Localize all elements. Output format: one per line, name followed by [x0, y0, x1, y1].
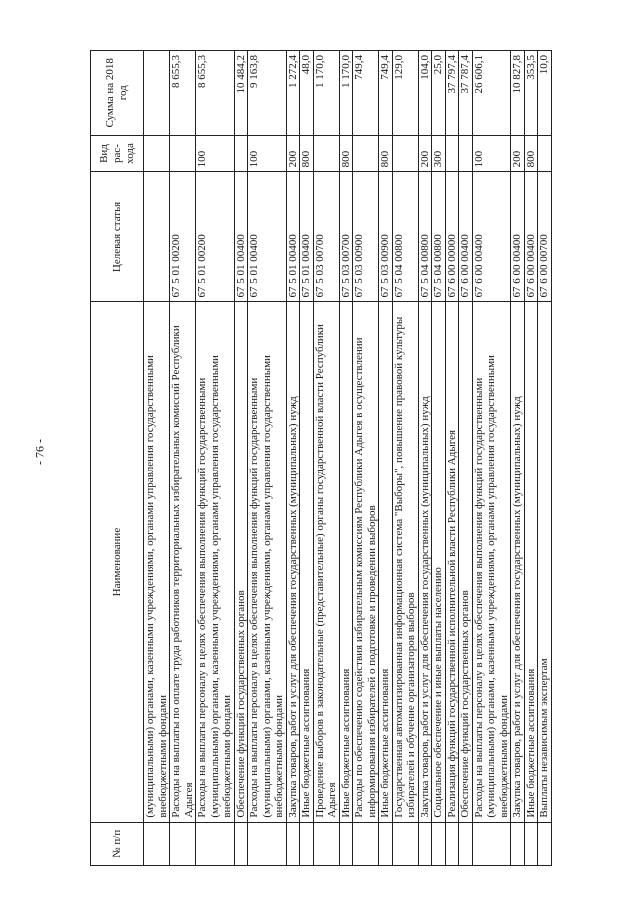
cell-num: [300, 822, 314, 865]
cell-name: Иные бюджетные ассигнования: [300, 302, 314, 822]
cell-sum: 1 170,0: [313, 51, 339, 136]
cell-code: 67 5 01 00400: [300, 172, 314, 302]
cell-code: 67 5 04 00800: [392, 172, 418, 302]
cell-num: [248, 822, 287, 865]
cell-code: 67 5 04 00800: [432, 172, 446, 302]
table-row: [248, 51, 287, 866]
page-number: - 76 -: [32, 439, 47, 465]
cell-sum: 353,5: [524, 51, 538, 136]
cell-num: [432, 822, 446, 865]
cell-type: 100: [472, 135, 511, 172]
cell-code: 67 6 00 00400: [524, 172, 538, 302]
table-row: [313, 51, 339, 866]
cell-name: Проведение выборов в законодательные (представительные) органы государственной власти Республики Адыгея: [313, 302, 339, 822]
cell-type: 800: [300, 135, 314, 172]
cell-type: 200: [418, 135, 432, 172]
table-row: [339, 51, 353, 866]
cell-code: 67 5 03 00700: [313, 172, 339, 302]
cell-code: 67 6 00 00400: [511, 172, 525, 302]
cell-type: [234, 135, 248, 172]
cell-sum: [144, 51, 170, 136]
cell-sum: 9 163,8: [248, 51, 287, 136]
header-code: Целевая статья: [91, 172, 144, 302]
cell-num: [472, 822, 511, 865]
header-name: Наименование: [91, 302, 144, 822]
cell-num: [538, 822, 552, 865]
cell-type: [459, 135, 473, 172]
cell-code: 67 5 03 00900: [379, 172, 393, 302]
cell-code: 67 6 00 00400: [459, 172, 473, 302]
cell-sum: 10,0: [538, 51, 552, 136]
cell-num: [339, 822, 353, 865]
cell-name: Закупка товаров, работ и услуг для обеспечения государственных (муниципальных) нужд: [511, 302, 525, 822]
table-body: [144, 51, 552, 866]
cell-sum: 104,0: [418, 51, 432, 136]
cell-sum: 10 484,2: [234, 51, 248, 136]
budget-table: [90, 50, 552, 866]
cell-code: 67 5 03 00900: [353, 172, 379, 302]
cell-num: [353, 822, 379, 865]
cell-num: [286, 822, 300, 865]
cell-num: [445, 822, 459, 865]
table-row: [392, 51, 418, 866]
table-row: [538, 51, 552, 866]
cell-code: 67 5 01 00400: [286, 172, 300, 302]
cell-name: Расходы по обеспечению содействия избирательным комиссиям Республики Адыгея в осуществлении информирования избирателей о подготовке и проведении выборов: [353, 302, 379, 822]
cell-sum: 25,0: [432, 51, 446, 136]
table-row: [353, 51, 379, 866]
cell-name: Выплаты независимым экспертам: [538, 302, 552, 822]
cell-code: 67 5 01 00400: [234, 172, 248, 302]
cell-num: [392, 822, 418, 865]
cell-num: [144, 822, 170, 865]
cell-num: [379, 822, 393, 865]
cell-type: [353, 135, 379, 172]
cell-sum: 749,4: [353, 51, 379, 136]
cell-num: [196, 822, 235, 865]
cell-type: [392, 135, 418, 172]
cell-name: Расходы на выплаты персоналу в целях обеспечения выполнения функций государственными (муниципальными) органами, казенными учреждениями, органами управления государственными внебюджетными фондами: [248, 302, 287, 822]
cell-sum: 10 827,8: [511, 51, 525, 136]
header-sum: Сумма на 2018 год: [91, 51, 144, 136]
header-num: № п/п: [91, 822, 144, 865]
cell-sum: 129,0: [392, 51, 418, 136]
table-row: [432, 51, 446, 866]
cell-type: [538, 135, 552, 172]
cell-name: Иные бюджетные ассигнования: [379, 302, 393, 822]
cell-sum: 8 655,3: [196, 51, 235, 136]
cell-type: 800: [379, 135, 393, 172]
cell-name: (муниципальными) органами, казенными учреждениями, органами управления государственными внебюджетными фондами: [144, 302, 170, 822]
cell-code: 67 6 00 00000: [445, 172, 459, 302]
cell-sum: 8 655,3: [170, 51, 196, 136]
cell-sum: 48,0: [300, 51, 314, 136]
cell-type: [144, 135, 170, 172]
budget-table-region: [90, 50, 574, 866]
cell-sum: 749,4: [379, 51, 393, 136]
cell-name: Закупка товаров, работ и услуг для обеспечения государственных (муниципальных) нужд: [418, 302, 432, 822]
cell-code: 67 5 01 00200: [196, 172, 235, 302]
header-type: Вид рас- хода: [91, 135, 144, 172]
cell-name: Расходы на выплаты персоналу в целях обеспечения выполнения функций государственными (муниципальными) органами, казенными учреждениями, органами управления государственными внебюджетными фондами: [472, 302, 511, 822]
cell-type: [313, 135, 339, 172]
cell-type: [445, 135, 459, 172]
cell-name: Реализация функций государственной исполнительной власти Республики Адыгея: [445, 302, 459, 822]
cell-name: Расходы на выплаты персоналу в целях обеспечения выполнения функций государственными (муниципальными) органами, казенными учреждениями, органами управления государственными внебюджетными фондами: [196, 302, 235, 822]
table-row: [472, 51, 511, 866]
cell-num: [511, 822, 525, 865]
cell-type: 100: [196, 135, 235, 172]
cell-name: Закупка товаров, работ и услуг для обеспечения государственных (муниципальных) нужд: [286, 302, 300, 822]
table-row: [459, 51, 473, 866]
cell-type: 200: [286, 135, 300, 172]
cell-type: [170, 135, 196, 172]
cell-num: [170, 822, 196, 865]
table-row: [300, 51, 314, 866]
cell-name: Расходы на выплаты по оплате труда работников территориальных избирательных комиссий Республики Адыгея: [170, 302, 196, 822]
cell-type: 300: [432, 135, 446, 172]
cell-sum: 1 272,4: [286, 51, 300, 136]
cell-code: 67 6 00 00400: [472, 172, 511, 302]
cell-code: 67 5 01 00400: [248, 172, 287, 302]
cell-code: [144, 172, 170, 302]
cell-num: [524, 822, 538, 865]
cell-name: Социальное обеспечение и иные выплаты населению: [432, 302, 446, 822]
table-row: [286, 51, 300, 866]
cell-num: [418, 822, 432, 865]
cell-code: 67 6 00 00700: [538, 172, 552, 302]
cell-sum: 1 170,0: [339, 51, 353, 136]
cell-type: 200: [511, 135, 525, 172]
table-row: [511, 51, 525, 866]
cell-num: [459, 822, 473, 865]
cell-num: [313, 822, 339, 865]
cell-name: Иные бюджетные ассигнования: [524, 302, 538, 822]
cell-num: [234, 822, 248, 865]
table-row: [524, 51, 538, 866]
table-header-row: [91, 51, 144, 866]
cell-name: Государственная автоматизированная информационная система "Выборы", повышение правовой культуры избирателей и обучение организаторов выборов: [392, 302, 418, 822]
table-row: [418, 51, 432, 866]
cell-sum: 37 787,4: [459, 51, 473, 136]
cell-type: 100: [248, 135, 287, 172]
cell-name: Обеспечение функций государственных органов: [234, 302, 248, 822]
cell-name: Иные бюджетные ассигнования: [339, 302, 353, 822]
cell-code: 67 5 03 00700: [339, 172, 353, 302]
cell-code: 67 5 01 00200: [170, 172, 196, 302]
table-row: [234, 51, 248, 866]
table-row: [445, 51, 459, 866]
table-row: [379, 51, 393, 866]
cell-sum: 26 606,1: [472, 51, 511, 136]
cell-type: 800: [524, 135, 538, 172]
table-row: [196, 51, 235, 866]
cell-sum: 37 797,4: [445, 51, 459, 136]
table-row: [144, 51, 170, 866]
cell-type: 800: [339, 135, 353, 172]
table-row: [170, 51, 196, 866]
cell-name: Обеспечение функций государственных органов: [459, 302, 473, 822]
cell-code: 67 5 04 00800: [418, 172, 432, 302]
